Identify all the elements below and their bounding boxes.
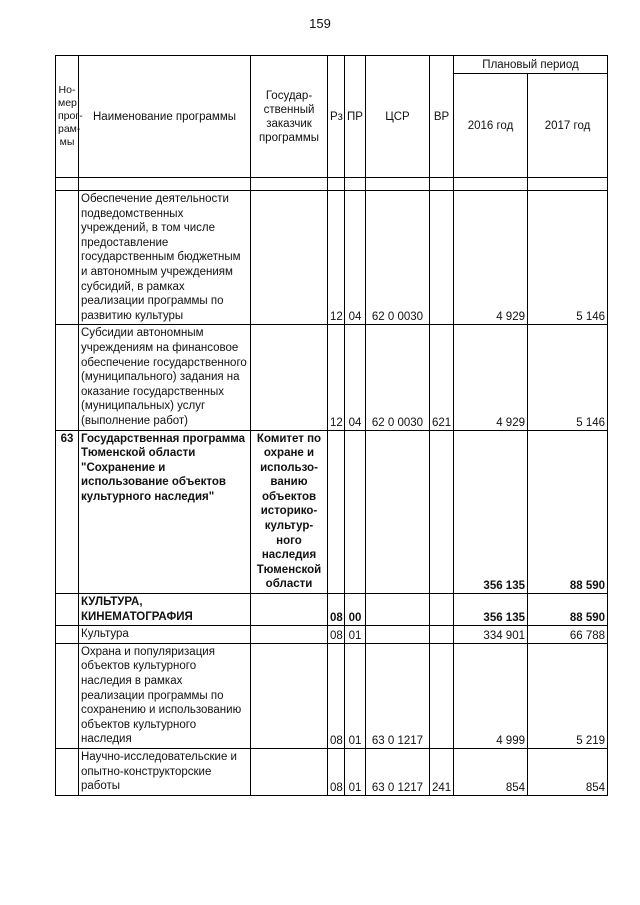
- spacer-row: [56, 178, 608, 191]
- pr-cell: 04: [345, 325, 366, 430]
- customer: [251, 191, 328, 325]
- table-row: [56, 325, 608, 430]
- pr-cell: 00: [345, 594, 366, 626]
- pr-cell: 04: [345, 191, 366, 325]
- planned-period-header: Плановый период: [454, 56, 608, 74]
- csr-cell: [366, 594, 430, 626]
- col-name-header: Наименование программы: [79, 56, 251, 178]
- program-name: Субсидии автономным учреждениям на финансовое обеспечение государственного (муниципального) задания на оказание государственных (муниципальных) услуг (выполнение работ): [79, 325, 251, 430]
- row-number: 63: [56, 430, 79, 594]
- rz-cell: [328, 430, 345, 594]
- value-2017: 854: [528, 748, 608, 795]
- rz-cell: 08: [328, 643, 345, 748]
- col-number-header: Но- мер прог- рам- мы: [56, 56, 79, 178]
- col-customer-header: Государ- ственный заказчик программы: [251, 56, 328, 178]
- csr-cell: 63 0 1217: [366, 748, 430, 795]
- customer: [251, 325, 328, 430]
- row-number: [56, 325, 79, 430]
- value-2017: 5 219: [528, 643, 608, 748]
- value-2016: 356 135: [454, 594, 528, 626]
- vr-cell: 241: [430, 748, 454, 795]
- table-row: [56, 626, 608, 644]
- vr-cell: [430, 643, 454, 748]
- value-2017: 5 146: [528, 325, 608, 430]
- program-name: Охрана и популяризация объектов культурного наследия в рамках реализации программы по сохранению и использованию объектов культурного наследия: [79, 643, 251, 748]
- rz-cell: 08: [328, 748, 345, 795]
- table-row: [56, 430, 608, 594]
- table-row: [56, 748, 608, 795]
- program-name: Обеспечение деятельности подведомственных учреждений, в том числе предоставление государственным бюджетным и автономным учреждениям субсидий, в рамках реализации программы по развитию культуры: [79, 191, 251, 325]
- csr-cell: [366, 430, 430, 594]
- col-pr-header: ПР: [345, 56, 366, 178]
- value-2016: 4 999: [454, 643, 528, 748]
- page-number: 159: [309, 16, 331, 31]
- vr-cell: [430, 626, 454, 644]
- value-2017: 88 590: [528, 594, 608, 626]
- csr-cell: [366, 626, 430, 644]
- pr-cell: 01: [345, 643, 366, 748]
- rz-cell: 12: [328, 325, 345, 430]
- col-rz-header: Рз: [328, 56, 345, 178]
- budget-table: [55, 55, 608, 796]
- row-number: [56, 748, 79, 795]
- rz-cell: 08: [328, 626, 345, 644]
- pr-cell: 01: [345, 626, 366, 644]
- row-number: [56, 643, 79, 748]
- pr-cell: 01: [345, 748, 366, 795]
- program-name: Культура: [79, 626, 251, 644]
- customer: [251, 748, 328, 795]
- vr-cell: [430, 594, 454, 626]
- value-2016: 854: [454, 748, 528, 795]
- value-2017: 5 146: [528, 191, 608, 325]
- row-number: [56, 191, 79, 325]
- csr-cell: 62 0 0030: [366, 191, 430, 325]
- vr-cell: [430, 430, 454, 594]
- rz-cell: 08: [328, 594, 345, 626]
- customer: [251, 643, 328, 748]
- pr-cell: [345, 430, 366, 594]
- col-2017-header: 2017 год: [528, 74, 608, 178]
- row-number: [56, 626, 79, 644]
- value-2017: 88 590: [528, 430, 608, 594]
- col-vr-header: ВР: [430, 56, 454, 178]
- table-row: [56, 643, 608, 748]
- value-2016: 4 929: [454, 325, 528, 430]
- col-2016-header: 2016 год: [454, 74, 528, 178]
- program-name: КУЛЬТУРА, КИНЕМАТОГРАФИЯ: [79, 594, 251, 626]
- rz-cell: 12: [328, 191, 345, 325]
- value-2017: 66 788: [528, 626, 608, 644]
- customer: [251, 626, 328, 644]
- csr-cell: 62 0 0030: [366, 325, 430, 430]
- col-csr-header: ЦСР: [366, 56, 430, 178]
- table-row: [56, 594, 608, 626]
- value-2016: 4 929: [454, 191, 528, 325]
- value-2016: 334 901: [454, 626, 528, 644]
- csr-cell: 63 0 1217: [366, 643, 430, 748]
- customer: [251, 594, 328, 626]
- table-row: [56, 191, 608, 325]
- row-number: [56, 594, 79, 626]
- program-name: Научно-исследовательские и опытно-конструкторские работы: [79, 748, 251, 795]
- program-name: Государственная программа Тюменской области "Сохранение и использование объектов культурного наследия": [79, 430, 251, 594]
- value-2016: 356 135: [454, 430, 528, 594]
- vr-cell: 621: [430, 325, 454, 430]
- vr-cell: [430, 191, 454, 325]
- customer: Комитет по охране и использо-ванию объектов историко-культур-ного наследия Тюменской области: [251, 430, 328, 594]
